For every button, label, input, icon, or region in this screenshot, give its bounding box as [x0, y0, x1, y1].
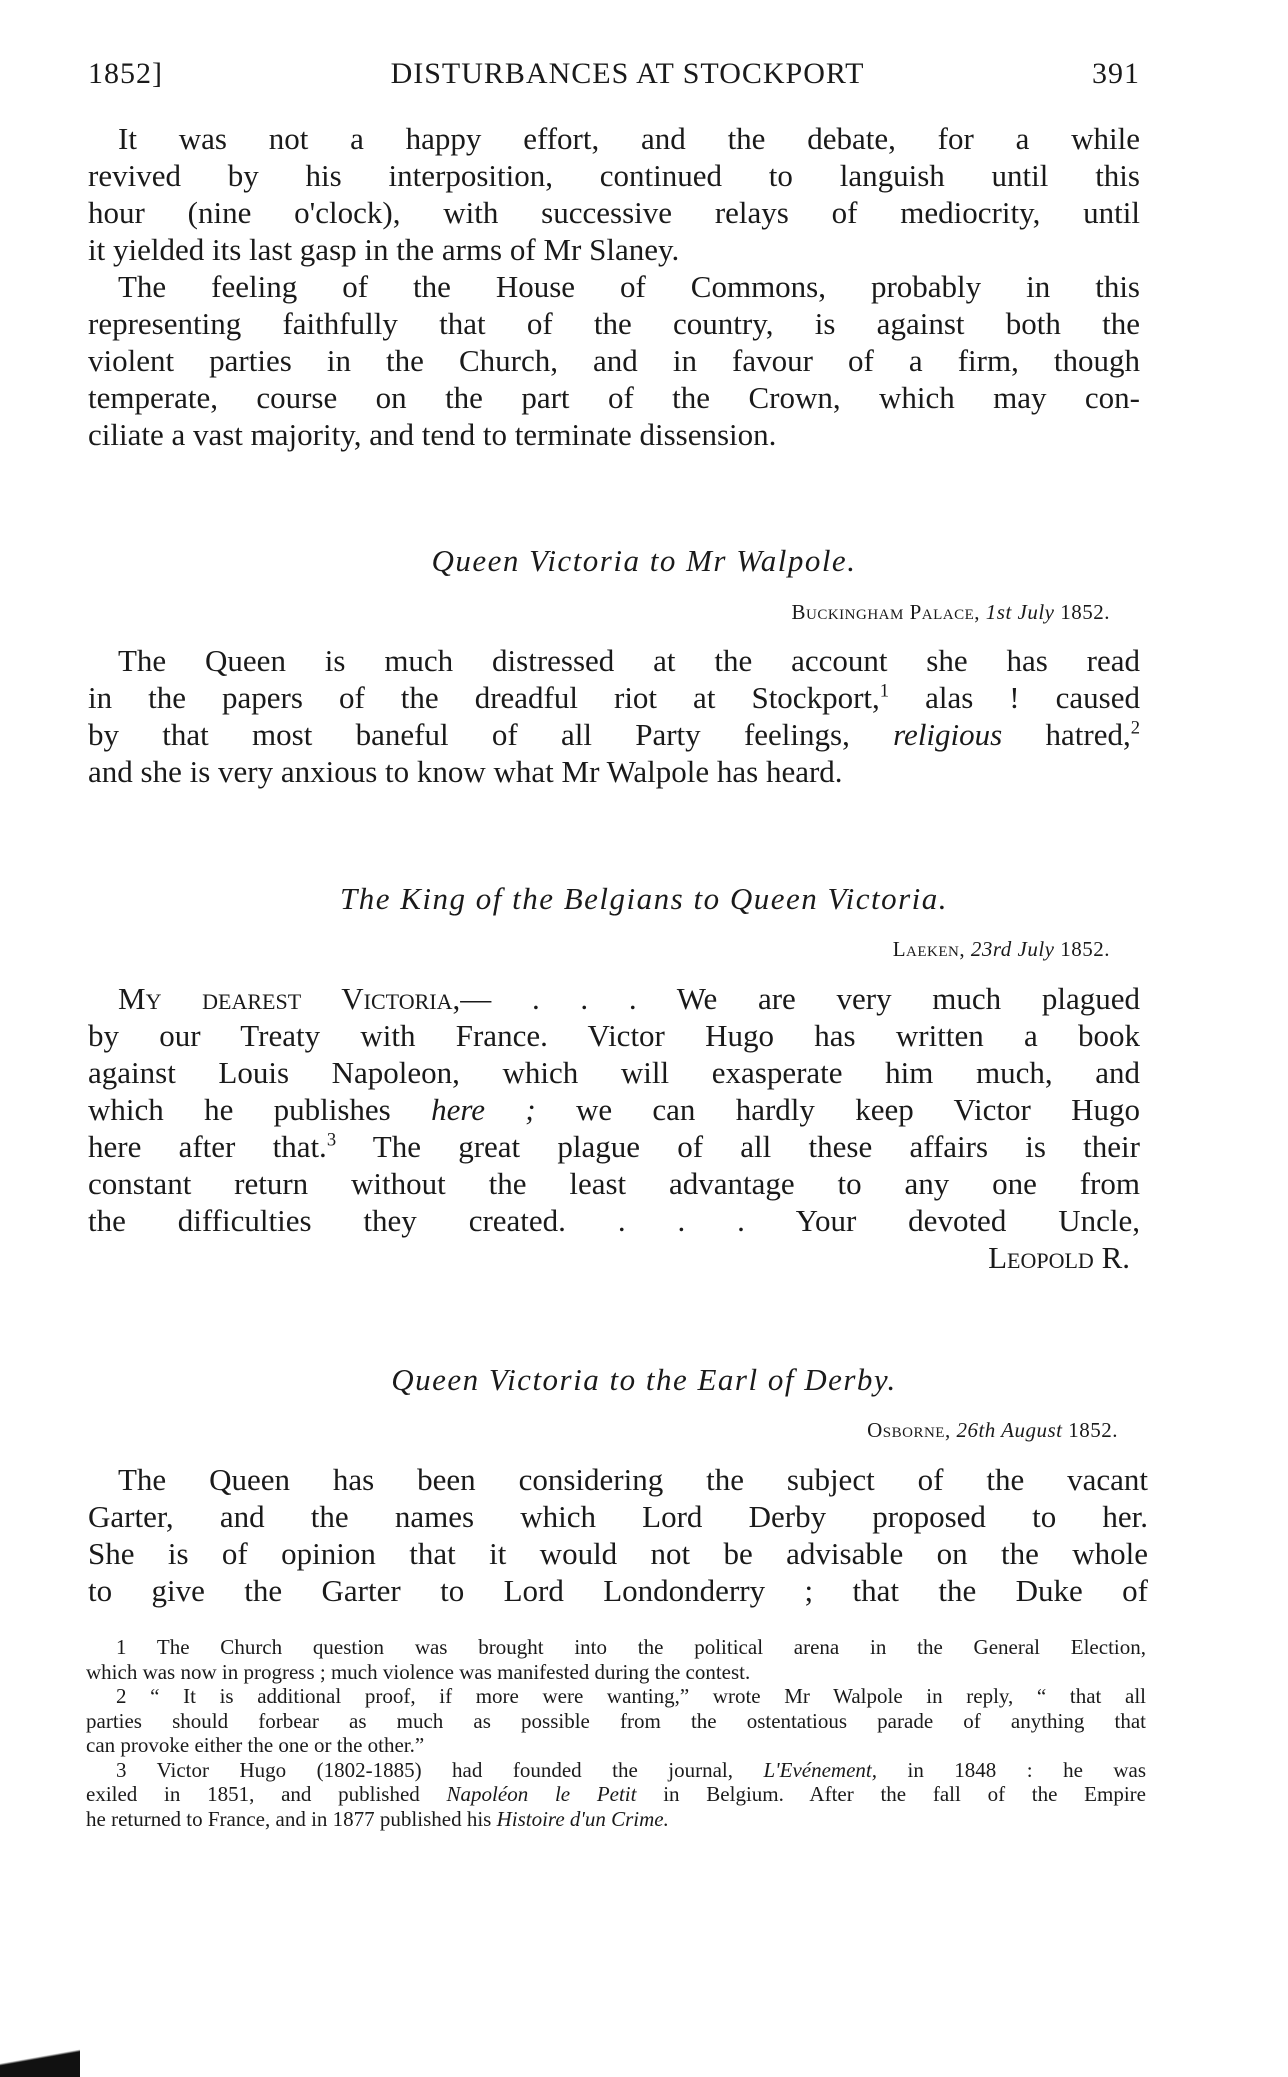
italic-text: religious [893, 717, 1003, 752]
italic-text: here ; [431, 1092, 536, 1127]
text: — . . . We are very much plagued [460, 981, 1140, 1016]
text: in 1848 : he was [907, 1757, 1147, 1782]
letter-3-body [88, 1461, 1148, 1609]
date-day: 1st July [985, 600, 1055, 624]
date-day: 23rd July [970, 937, 1055, 961]
salutation: My dearest Victoria, [118, 981, 461, 1016]
text-line: by our Treaty with France. Victor Hugo has written a book [88, 1018, 1140, 1053]
header-title: DISTURBANCES AT STOCKPORT [390, 57, 865, 90]
place: Buckingham Palace, [791, 600, 981, 624]
text: here after that. [88, 1129, 327, 1164]
date-year: 1852. [1060, 600, 1110, 624]
text: Victor Hugo (1802-1885) had founded the journal, [156, 1757, 733, 1782]
text-line: violent parties in the Church, and in favour of a firm, though [88, 343, 1140, 378]
text-line: She is of opinion that it would not be advisable on the whole [88, 1536, 1148, 1571]
text-line: parties should forbear as much as possible from the ostentatious parade of anything that [86, 1708, 1146, 1733]
italic-text: Napoléon le Petit [446, 1782, 637, 1806]
text: in Belgium. After the fall of the Empire [663, 1782, 1146, 1806]
footnotes [86, 1635, 1146, 1831]
text: “ It is additional proof, if more were wanting,” wrote Mr Walpole in reply, “ that all [150, 1684, 1147, 1708]
footnote-ref: 2 [1130, 717, 1141, 739]
text-line: It was not a happy effort, and the debate, for a while [118, 121, 1140, 156]
text: alas ! caused [925, 680, 1140, 715]
text-line: Garter, and the names which Lord Derby proposed to her. [88, 1499, 1148, 1534]
text-line [86, 1807, 1146, 1832]
header-year: 1852] [88, 57, 163, 90]
letter-heading: The King of the Belgians to Queen Victoria. [339, 881, 949, 916]
text-line: against Louis Napoleon, which will exasperate him much, and [88, 1055, 1140, 1090]
text-line: revived by his interposition, continued to languish until this [88, 158, 1140, 193]
text-line: hour (nine o'clock), with successive relays of mediocrity, until [88, 195, 1140, 230]
letter-heading: Queen Victoria to the Earl of Derby. [391, 1362, 897, 1397]
text-line [88, 1128, 1140, 1165]
text: which he publishes [88, 1092, 391, 1127]
text-line: constant return without the least advantage to any one from [88, 1166, 1140, 1201]
text-line: The Queen is much distressed at the account she has read [118, 643, 1140, 678]
signature: Leopold R. [988, 1240, 1130, 1275]
text-line: temperate, course on the part of the Crown, which may con- [88, 380, 1140, 415]
text: The Church question was brought into the political arena in the General Election, [156, 1635, 1146, 1659]
italic-text: Histoire d'un Crime. [496, 1806, 669, 1831]
text-line: The feeling of the House of Commons, probably in this [118, 269, 1140, 304]
page-number: 391 [1091, 57, 1140, 90]
footnote-mark: 3 [116, 1757, 127, 1782]
date-day: 26th August [956, 1418, 1063, 1442]
text-line [88, 716, 1140, 753]
text-line [88, 679, 1140, 716]
footnote-3 [86, 1758, 1146, 1783]
date-year: 1852. [1060, 937, 1110, 961]
text: The great plague of all these affairs is their [372, 1129, 1140, 1164]
text: exiled in 1851, and published [86, 1782, 420, 1806]
text-line: it yielded its last gasp in the arms of Mr Slaney. [88, 232, 680, 267]
footnote-mark: 2 [116, 1684, 127, 1708]
dateline [792, 600, 1111, 625]
text: in the papers of the dreadful riot at Stockport, [88, 680, 880, 715]
text: he returned to France, and in 1877 published his [86, 1806, 492, 1831]
paragraph-1 [88, 120, 1140, 268]
text-line [88, 980, 1140, 1017]
scan-edge-shadow [0, 2045, 80, 2077]
footnote-ref: 3 [326, 1129, 337, 1151]
place: Osborne, [867, 1418, 951, 1442]
text: by that most baneful of all Party feelings, [88, 717, 850, 752]
text-line: ciliate a vast majority, and tend to terminate dissension. [88, 417, 777, 452]
text-line: The Queen has been considering the subject of the vacant [118, 1462, 1148, 1497]
place: Laeken, [892, 937, 966, 961]
text-line: and she is very anxious to know what Mr Walpole has heard. [88, 754, 843, 789]
date-year: 1852. [1068, 1418, 1118, 1442]
text: hatred, [1045, 717, 1131, 752]
letter-1-body [88, 642, 1140, 790]
text: we can hardly keep Victor Hugo [575, 1092, 1141, 1127]
text-line: representing faithfully that of the country, is against both the [88, 306, 1140, 341]
text-line: can provoke either the one or the other.” [86, 1733, 425, 1757]
dateline [867, 1418, 1118, 1443]
text-line: to give the Garter to Lord Londonderry ; that the Duke of [88, 1573, 1148, 1608]
footnote-1 [86, 1635, 1146, 1660]
text-line [86, 1782, 1146, 1807]
letter-heading: Queen Victoria to Mr Walpole. [431, 543, 857, 578]
italic-text: L'Evénement, [763, 1757, 877, 1782]
paragraph-2 [88, 268, 1140, 453]
text-line: the difficulties they created. . . . Your devoted Uncle, [88, 1203, 1140, 1238]
dateline [893, 937, 1110, 962]
running-header [88, 56, 1140, 92]
text-line: which was now in progress ; much violence was manifested during the contest. [86, 1659, 751, 1684]
footnote-2 [86, 1684, 1146, 1709]
text-line [88, 1091, 1140, 1128]
footnote-mark: 1 [116, 1635, 127, 1659]
letter-2-body [88, 980, 1140, 1276]
footnote-ref: 1 [879, 680, 890, 702]
